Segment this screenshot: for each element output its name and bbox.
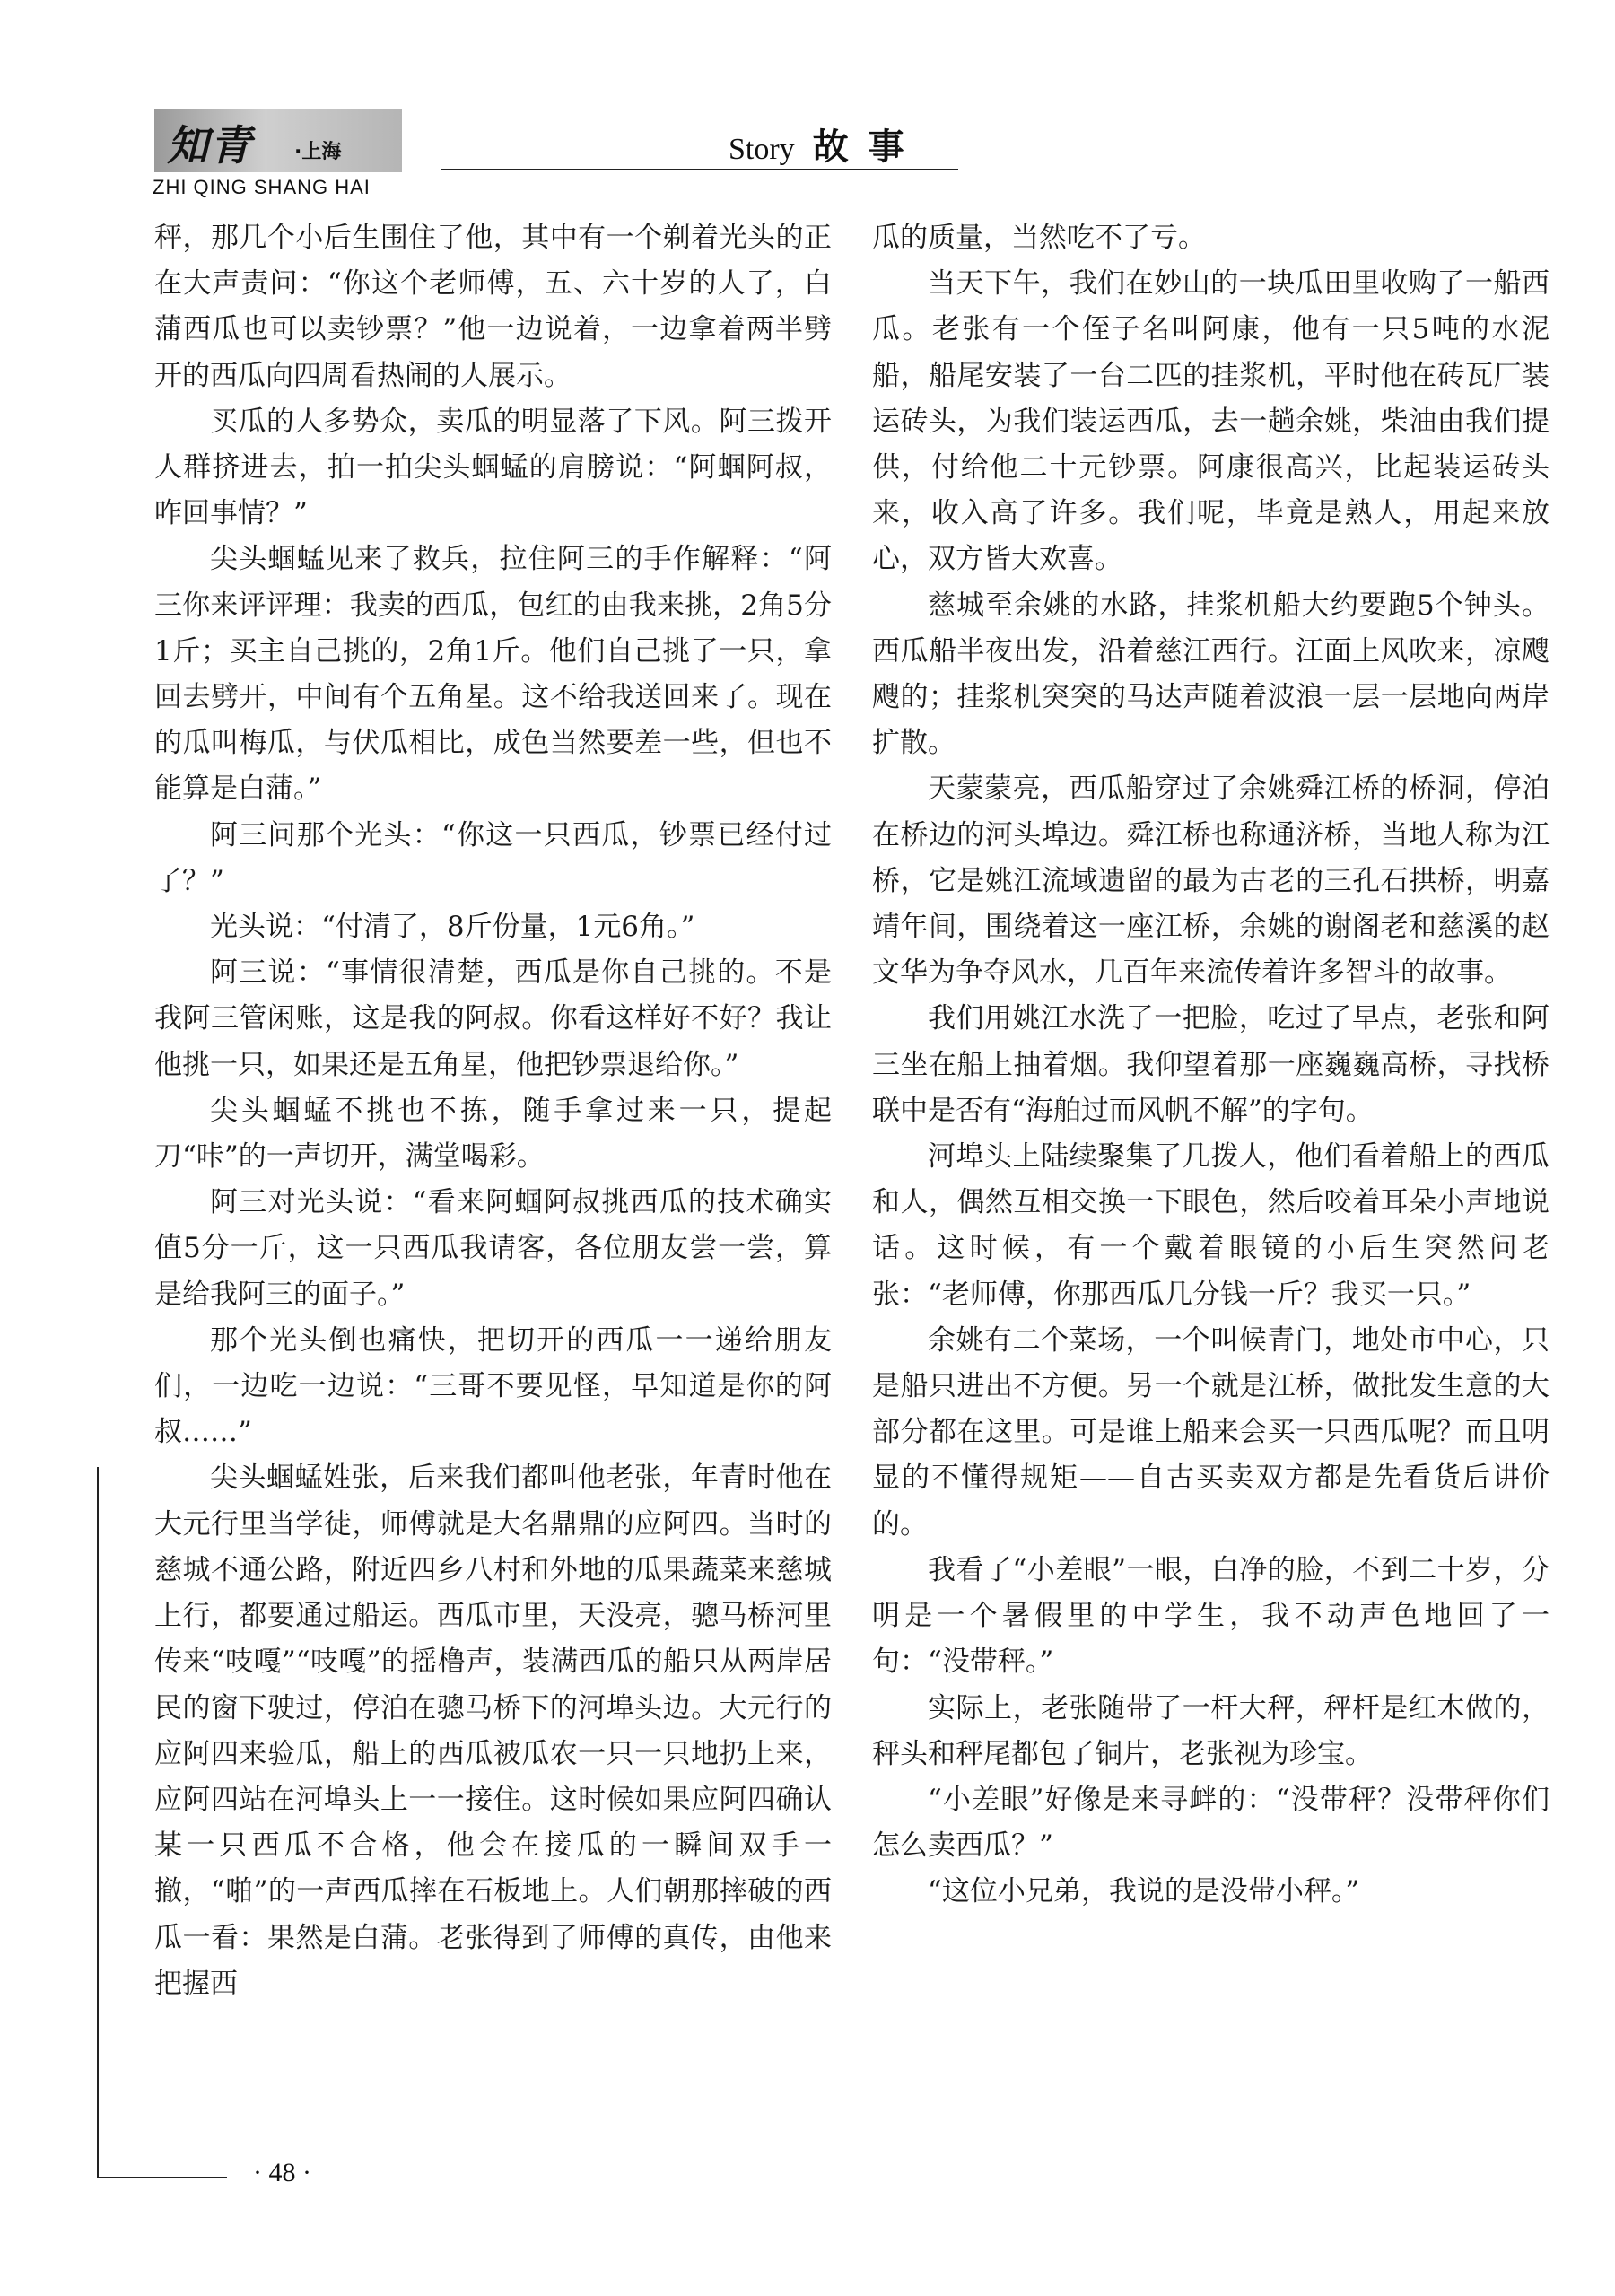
paragraph: 当天下午，我们在妙山的一块瓜田里收购了一船西瓜。老张有一个侄子名叫阿康，他有一只5吨的水泥船，船尾安装了一台二匹的挂浆机，平时他在砖瓦厂装运砖头，为我们装运西瓜，去一趟余姚，柴油由我们提供，付给他二十元钞票。阿康很高兴，比起装运砖头来，收入高了许多。我们呢，毕竟是熟人，用起来放心，双方皆大欢喜。	[872, 267, 1550, 576]
paragraph: 那个光头倒也痛快，把切开的西瓜一一递给朋友们，一边吃一边说：“三哥不要见怪，早知道是你的阿叔……”	[154, 1323, 832, 1449]
paragraph: 实际上，老张随带了一杆大秤，秤杆是红木做的，秤头和秤尾都包了铜片，老张视为珍宝。	[872, 1691, 1550, 1770]
logo-english: ZHI QING SHANG HAI	[153, 176, 371, 198]
left-column	[154, 215, 832, 2007]
paragraph: 我看了“小差眼”一眼，白净的脸，不到二十岁，分明是一个暑假里的中学生，我不动声色地回了一句：“没带秤。”	[872, 1553, 1550, 1679]
paragraph: “小差眼”好像是来寻衅的：“没带秤？没带秤你们怎么卖西瓜？”	[872, 1783, 1550, 1863]
paragraph: 余姚有二个菜场，一个叫候青门，地处市中心，只是船只进出不方便。另一个就是江桥，做批发生意的大部分都在这里。可是谁上船来会买一只西瓜呢？而且明显的不懂得规矩——自古买卖双方都是先看货后讲价的。	[872, 1323, 1550, 1541]
paragraph: 天蒙蒙亮，西瓜船穿过了余姚舜江桥的桥洞，停泊在桥边的河头埠边。舜江桥也称通济桥，当地人称为江桥，它是姚江流域遗留的最为古老的三孔石拱桥，明嘉靖年间，围绕着这一座江桥，余姚的谢阁老和慈溪的赵文华为争夺风水，几百年来流传着许多智斗的故事。	[872, 773, 1550, 990]
header-rule	[441, 169, 958, 170]
paragraph: 光头说：“付清了，8斤份量，1元6角。”	[210, 911, 695, 944]
paragraph: 瓜的质量，当然吃不了亏。	[872, 222, 1206, 254]
section-title	[729, 118, 924, 170]
paragraph: 尖头蝈蜢不挑也不拣，随手拿过来一只，提起刀“咔”的一声切开，满堂喝彩。	[154, 1094, 832, 1174]
right-column	[872, 215, 1550, 1916]
paragraph: 阿三对光头说：“看来阿蝈阿叔挑西瓜的技术确实值5分一斤，这一只西瓜我请客，各位朋友尝一尝，算是给我阿三的面子。”	[154, 1186, 832, 1311]
margin-rule	[97, 1467, 99, 2178]
footer-rule	[97, 2177, 227, 2178]
section-title-cn: 故事	[812, 126, 924, 168]
logo-subtitle: ·上海	[294, 141, 342, 163]
paragraph: 慈城至余姚的水路，挂浆机船大约要跑5个钟头。西瓜船半夜出发，沿着慈江西行。江面上风吹来，凉飕飕的；挂浆机突突的马达声随着波浪一层一层地向两岸扩散。	[872, 589, 1550, 760]
magazine-logo	[154, 109, 402, 172]
paragraph: 我们用姚江水洗了一把脸，吃过了早点，老张和阿三坐在船上抽着烟。我仰望着那一座巍巍高桥，寻找桥联中是否有“海舶过而风帆不解”的字句。	[872, 1002, 1550, 1127]
section-title-en: Story	[729, 133, 795, 166]
page-number: · 48 ·	[253, 2158, 311, 2187]
paragraph: 尖头蝈蜢姓张，后来我们都叫他老张，年青时他在大元行里当学徒，师傅就是大名鼎鼎的应阿四。当时的慈城不通公路，附近四乡八村和外地的瓜果蔬菜来慈城上行，都要通过船运。西瓜市里，天没亮，骢马桥河里传来“吱嘎”“吱嘎”的摇橹声，装满西瓜的船只从两岸居民的窗下驶过，停泊在骢马桥下的河埠头边。大元行的应阿四来验瓜，船上的西瓜被瓜农一只一只地扔上来，应阿四站在河埠头上一一接住。这时候如果应阿四确认某一只西瓜不合格，他会在接瓜的一瞬间双手一撤，“啪”的一声西瓜摔在石板地上。人们朝那摔破的西瓜一看：果然是白蒲。老张得到了师傅的真传，由他来把握西	[154, 1462, 832, 2000]
paragraph: 买瓜的人多势众，卖瓜的明显落了下风。阿三拨开人群挤进去，拍一拍尖头蝈蜢的肩膀说：“阿蝈阿叔，咋回事情？”	[154, 405, 832, 530]
paragraph: 河埠头上陆续聚集了几拨人，他们看着船上的西瓜和人，偶然互相交换一下眼色，然后咬着耳朵小声地说话。这时候，有一个戴着眼镜的小后生突然问老张：“老师傅，你那西瓜几分钱一斤？我买一只。”	[872, 1140, 1550, 1311]
paragraph: 尖头蝈蜢见来了救兵，拉住阿三的手作解释：“阿三你来评评理：我卖的西瓜，包红的由我来挑，2角5分1斤；买主自己挑的，2角1斤。他们自己挑了一只，拿回去劈开，中间有个五角星。这不给我送回来了。现在的瓜叫梅瓜，与伏瓜相比，成色当然要差一些，但也不能算是白蒲。”	[154, 543, 832, 806]
paragraph: “这位小兄弟，我说的是没带小秤。”	[928, 1875, 1360, 1908]
paragraph: 阿三说：“事情很清楚，西瓜是你自己挑的。不是我阿三管闲账，这是我的阿叔。你看这样好不好？我让他挑一只，如果还是五角星，他把钞票退给你。”	[154, 956, 832, 1081]
paragraph: 秤，那几个小后生围住了他，其中有一个剃着光头的正在大声责问：“你这个老师傅，五、六十岁的人了，白蒲西瓜也可以卖钞票？”他一边说着，一边拿着两半劈开的西瓜向四周看热闹的人展示。	[154, 222, 832, 392]
logo-text: 知青	[167, 121, 253, 170]
paragraph: 阿三问那个光头：“你这一只西瓜，钞票已经付过了？”	[154, 818, 832, 897]
